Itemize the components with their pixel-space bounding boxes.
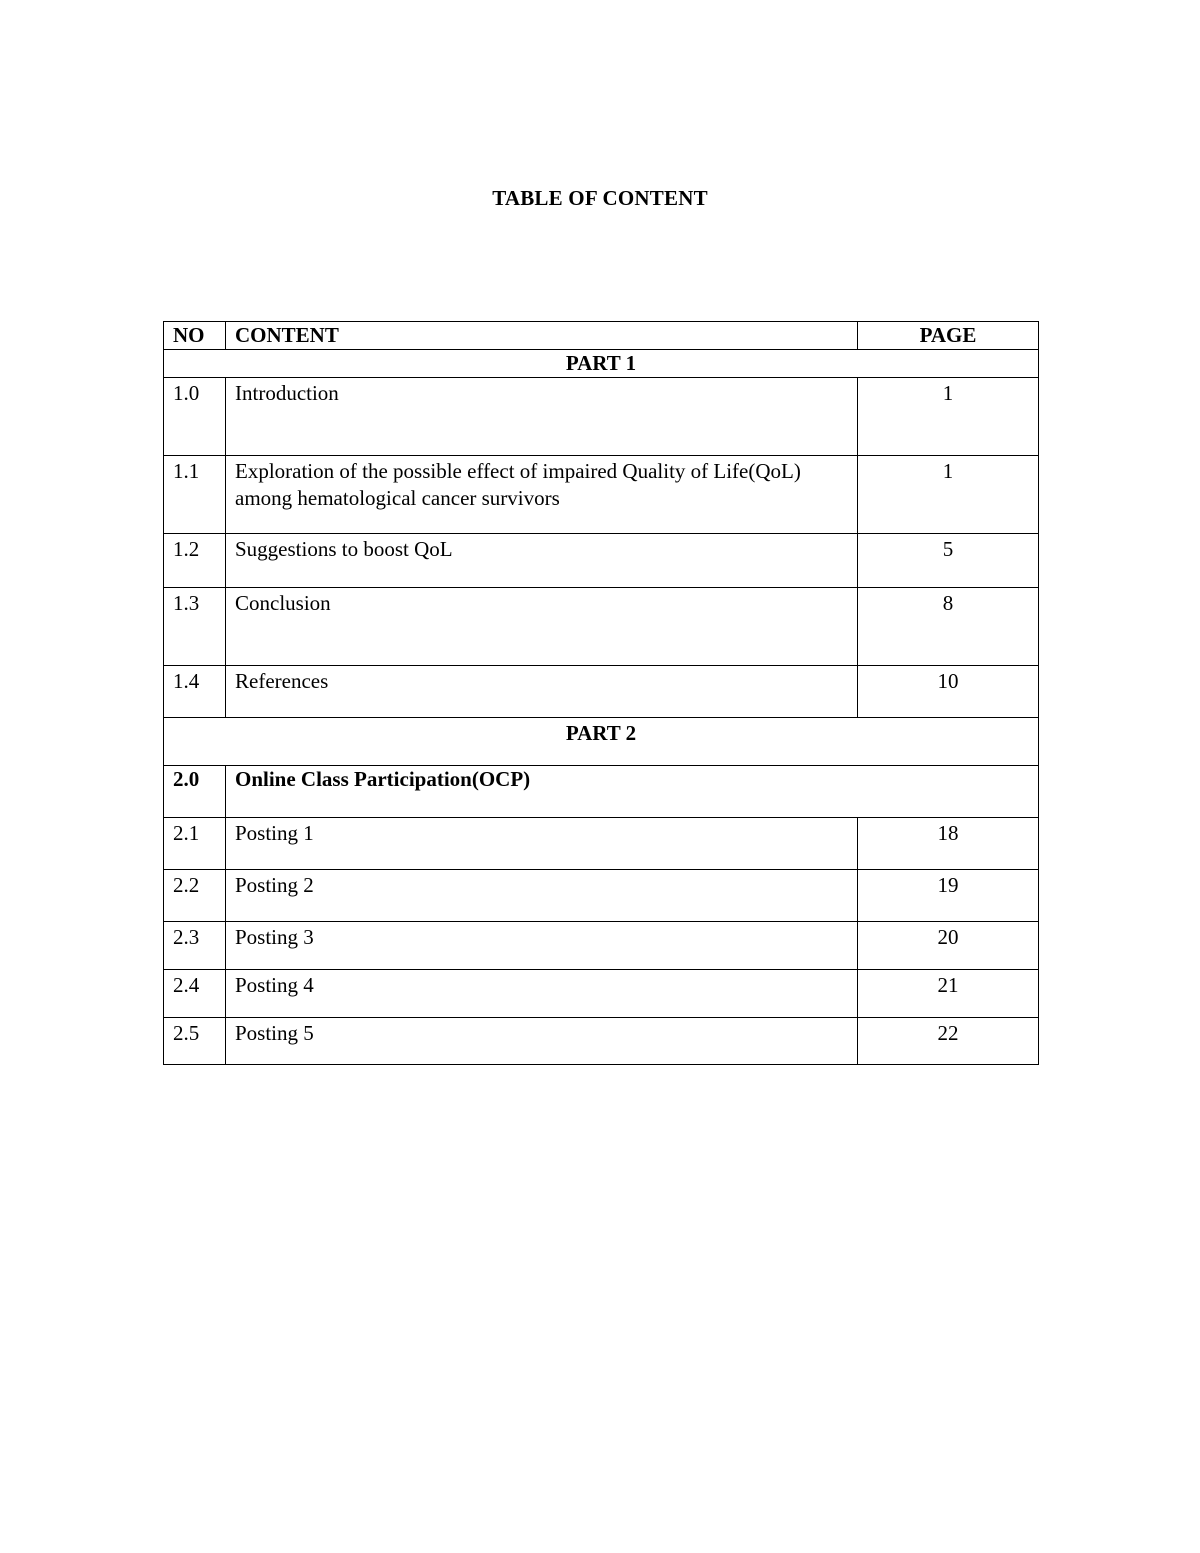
table-row [164,534,1039,588]
row-page: 20 [858,922,1039,970]
row-content: Posting 3 [226,922,858,970]
row-page: 22 [858,1018,1039,1065]
row-content: Conclusion [226,588,858,666]
row-page: 21 [858,970,1039,1018]
part-2-heading: PART 2 [164,718,1039,766]
table-row [164,970,1039,1018]
row-page: 1 [858,456,1039,534]
row-content: Posting 2 [226,870,858,922]
row-content: Suggestions to boost QoL [226,534,858,588]
row-content: Posting 1 [226,818,858,870]
header-content: CONTENT [226,322,858,350]
section-content: Online Class Participation(OCP) [226,766,1039,818]
row-no: 1.0 [164,378,226,456]
row-no: 2.5 [164,1018,226,1065]
part-heading-row [164,718,1039,766]
table-row [164,818,1039,870]
row-page: 18 [858,818,1039,870]
row-no: 2.1 [164,818,226,870]
row-content: Exploration of the possible effect of impaired Quality of Life(QoL) among hematological cancer survivors [226,456,858,534]
header-no: NO [164,322,226,350]
row-no: 2.4 [164,970,226,1018]
row-content: References [226,666,858,718]
table-row [164,588,1039,666]
row-no: 2.2 [164,870,226,922]
table-row [164,870,1039,922]
page-title: TABLE OF CONTENT [492,186,708,210]
table-row [164,1018,1039,1065]
row-no: 1.4 [164,666,226,718]
row-page: 1 [858,378,1039,456]
row-no: 1.3 [164,588,226,666]
table-row [164,456,1039,534]
table-of-contents [163,321,1039,1065]
table-row [164,666,1039,718]
row-page: 19 [858,870,1039,922]
row-no: 2.3 [164,922,226,970]
header-page: PAGE [858,322,1039,350]
section-no: 2.0 [164,766,226,818]
table-header-row [164,322,1039,350]
row-no: 1.2 [164,534,226,588]
row-page: 5 [858,534,1039,588]
row-page: 10 [858,666,1039,718]
row-content: Posting 4 [226,970,858,1018]
row-no: 1.1 [164,456,226,534]
row-content: Introduction [226,378,858,456]
part-1-heading: PART 1 [164,350,1039,378]
row-content: Posting 5 [226,1018,858,1065]
table-row [164,922,1039,970]
table-row [164,378,1039,456]
row-page: 8 [858,588,1039,666]
section-row [164,766,1039,818]
part-heading-row [164,350,1039,378]
